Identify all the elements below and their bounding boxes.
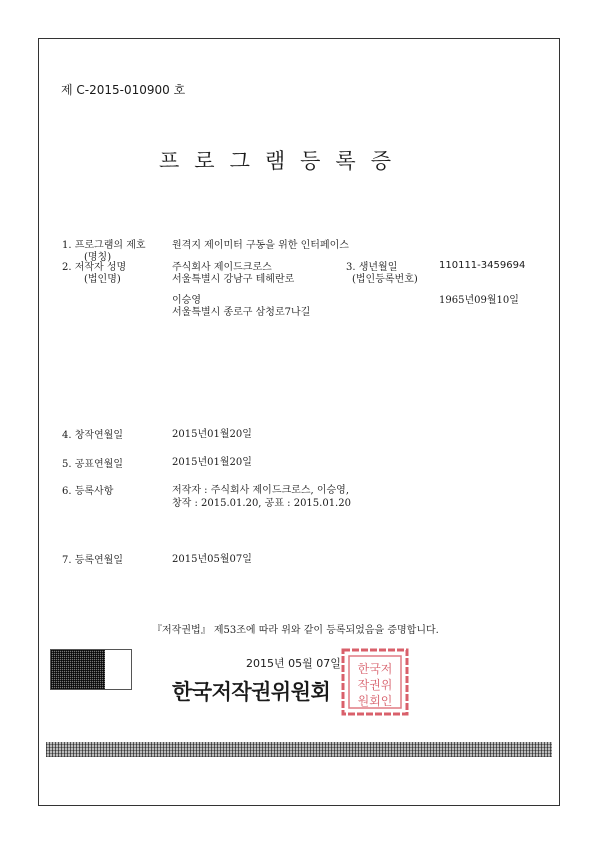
- program-title-value: 원격지 제이미터 구동을 위한 인터페이스: [172, 240, 349, 251]
- publication-date: 2015년01월20일: [172, 457, 252, 468]
- item-4-label: 4. 창작연월일: [62, 430, 124, 441]
- item-2-sublabel: (법인명): [84, 274, 121, 285]
- svg-text:한국저: 한국저: [357, 662, 393, 676]
- committee-name: 한국저작권위원회: [172, 680, 331, 704]
- svg-text:원회인: 원회인: [357, 694, 393, 708]
- item-2-label: 2. 저작자 성명: [62, 262, 127, 273]
- security-barcode: [46, 742, 552, 757]
- item-3-label: 3. 생년월일: [346, 262, 398, 273]
- registration-details-line-1: 저작자 : 주식회사 제이드크로스, 이승영,: [172, 485, 350, 496]
- registration-date: 2015년05월07일: [172, 554, 252, 565]
- item-7-label: 7. 등록연월일: [62, 555, 124, 566]
- author-address-1: 서울특별시 강남구 테헤란로: [172, 274, 295, 285]
- author-name-1: 주식회사 제이드크로스: [172, 262, 272, 273]
- item-1-label: 1. 프로그램의 제호: [62, 240, 146, 251]
- registration-details-line-2: 창작 : 2015.01.20, 공표 : 2015.01.20: [172, 498, 351, 509]
- item-3-sublabel: (법인등록번호): [352, 274, 418, 285]
- certification-statement: 『저작권법』 제53조에 따라 위와 같이 등록되었음을 증명합니다.: [152, 625, 439, 636]
- qr-code: [50, 649, 132, 690]
- creation-date: 2015년01월20일: [172, 429, 252, 440]
- author-address-2: 서울특별시 종로구 삼청로7나길: [172, 307, 311, 318]
- svg-text:작권위: 작권위: [357, 678, 393, 692]
- issue-date: 2015년 05월 07일: [246, 657, 341, 670]
- document-title: 프로그램등록증: [159, 149, 407, 173]
- author-birthdate: 1965년09월10일: [439, 295, 519, 306]
- corp-registration-number: 110111-3459694: [439, 260, 526, 271]
- author-name-2: 이승영: [172, 295, 201, 306]
- official-seal-icon: [340, 647, 410, 717]
- item-6-label: 6. 등록사항: [62, 486, 114, 497]
- registration-number: 제 C-2015-010900 호: [61, 83, 186, 97]
- item-1-sublabel: (명칭): [84, 252, 112, 263]
- item-5-label: 5. 공표연월일: [62, 459, 124, 470]
